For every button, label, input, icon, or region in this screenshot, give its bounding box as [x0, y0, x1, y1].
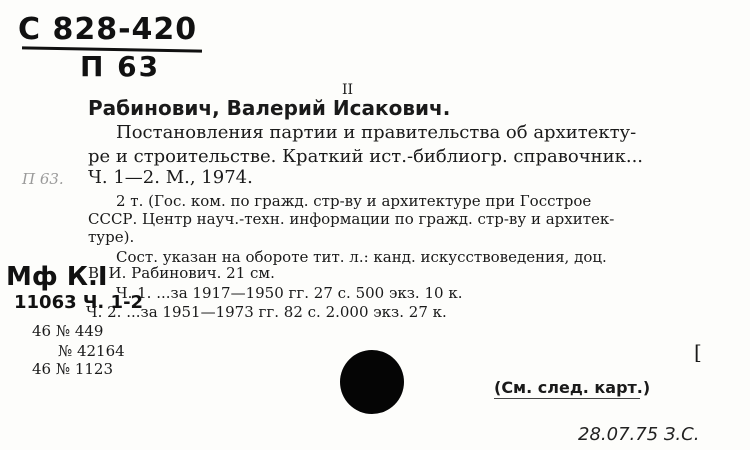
compiler-line-1: Сост. указан на обороте тит. л.: канд. искусствоведения, доц. — [116, 248, 607, 266]
volume-2: Ч. 2. ...за 1951—1973 гг. 82 с. 2.000 экз. 27 к. — [86, 303, 447, 321]
see-next-card: (См. след. карт.) — [494, 378, 651, 397]
publisher-line-2: СССР. Центр науч.-техн. информации по гражд. стр-ву и архитек- — [88, 210, 615, 228]
call-number-line2: П 63 — [80, 50, 161, 83]
shelf-mark-line2: 11063 Ч. 1-2 — [14, 292, 144, 313]
registry-3: 46 № 1123 — [32, 360, 113, 378]
shelf-mark-line1: Мф К.I — [6, 262, 108, 292]
call-number-line1: С 828-420 — [18, 12, 198, 47]
volume-1: Ч. 1. ...за 1917—1950 гг. 27 с. 500 экз. 10 к. — [116, 284, 463, 302]
margin-note: П 63. — [22, 170, 64, 188]
author-heading: Рабинович, Валерий Исакович. — [88, 96, 451, 120]
header-mark: II — [342, 82, 354, 98]
registry-1: 46 № 449 — [32, 322, 104, 340]
publisher-line-3: туре). — [88, 228, 135, 246]
title-line-2: ре и строительстве. Краткий ист.-библиогр. справочник... — [88, 146, 644, 167]
publisher-line-1: 2 т. (Гос. ком. по гражд. стр-ву и архитектуре при Госстрое — [116, 192, 592, 210]
date-stamp: 28.07.75 З.С. — [578, 424, 700, 445]
compiler-line-2: В. И. Рабинович. 21 см. — [88, 264, 275, 282]
punch-hole — [340, 350, 404, 414]
bracket-mark: [ — [694, 340, 702, 364]
see-next-underline — [494, 398, 640, 399]
title-line-1: Постановления партии и правительства об архитекту- — [116, 122, 637, 143]
registry-2: № 42164 — [58, 342, 125, 360]
title-line-3: Ч. 1—2. М., 1974. — [88, 167, 253, 188]
